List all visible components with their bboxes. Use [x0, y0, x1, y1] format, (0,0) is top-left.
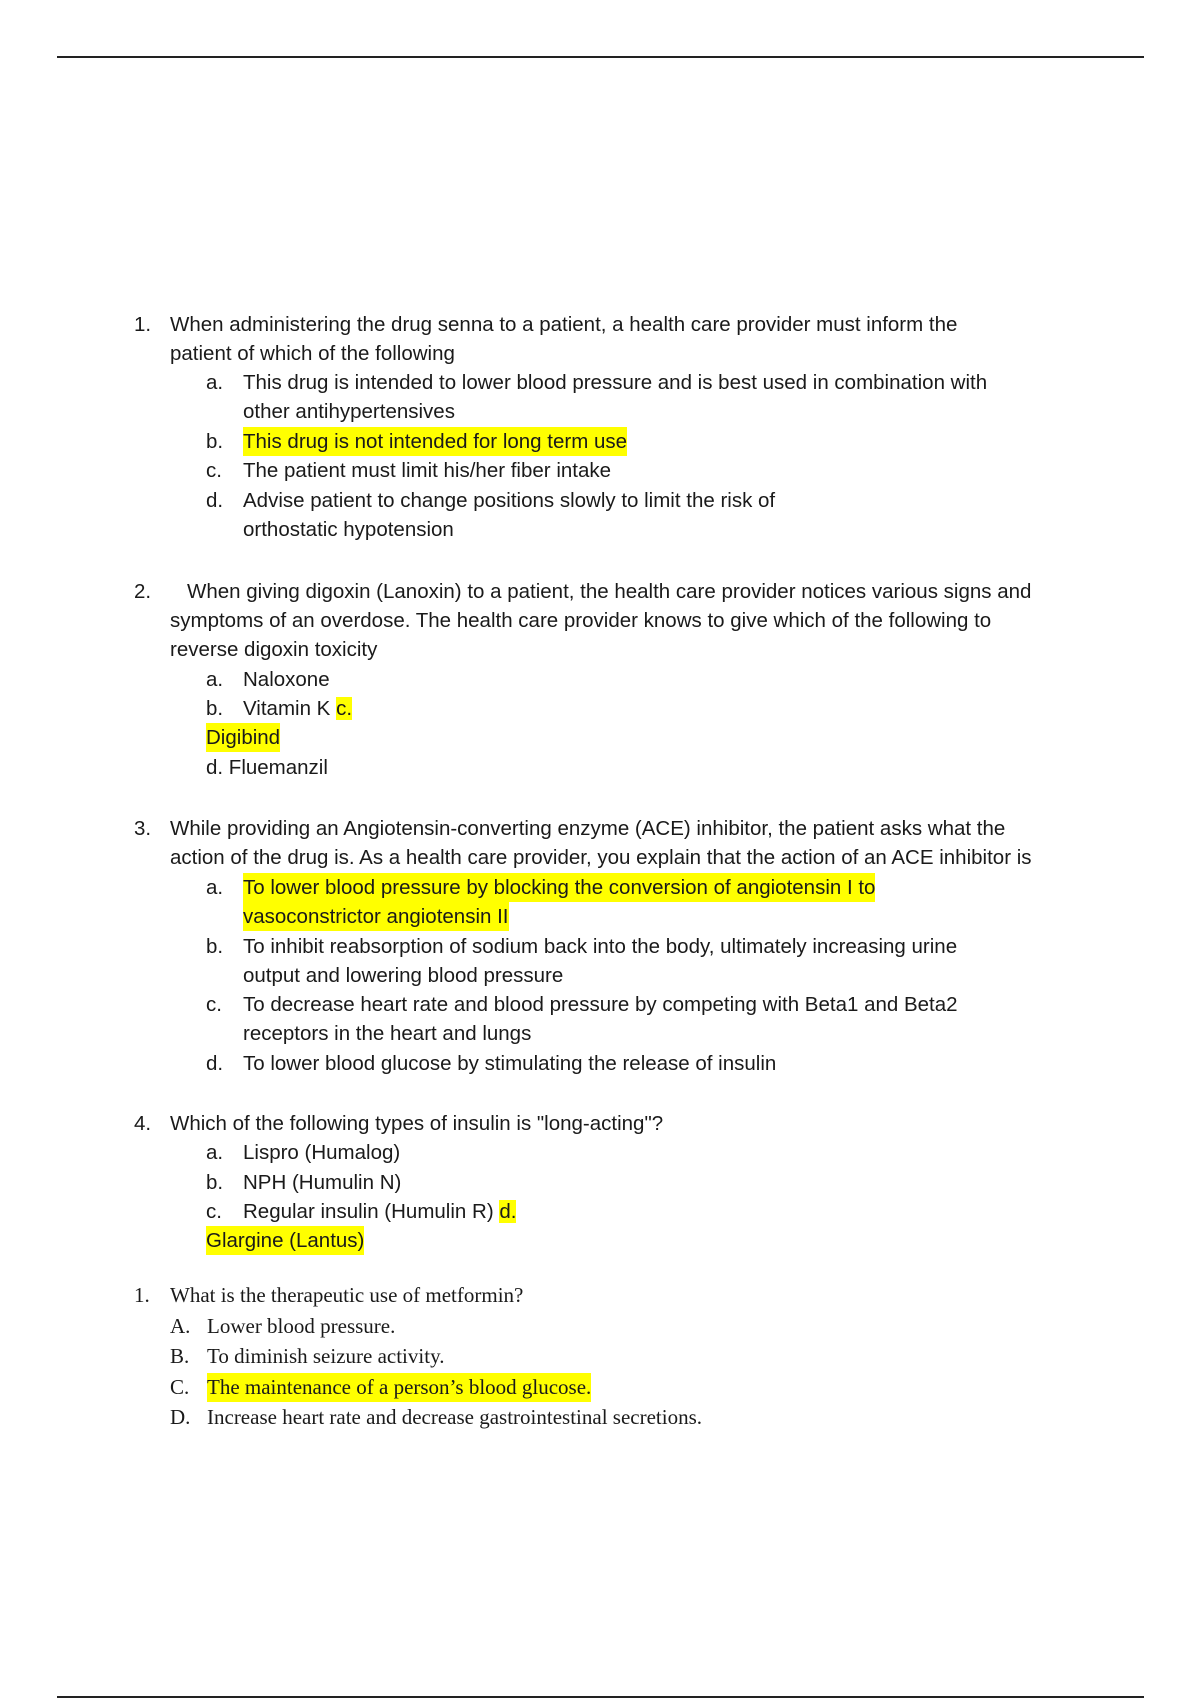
option-text-highlighted: Digibind — [206, 723, 280, 752]
option-text-line: To inhibit reabsorption of sodium back into the body, ultimately increasing urine — [243, 935, 958, 958]
option-text-line: d. Fluemanzil — [206, 756, 328, 779]
option-text-line — [243, 1197, 516, 1226]
option-text-line: To lower blood glucose by stimulating the release of insulin — [243, 1052, 777, 1075]
option-letter: c. — [206, 1200, 222, 1223]
option-letter: b. — [206, 697, 224, 720]
question-number: 1. — [134, 1283, 150, 1307]
question-text-line: What is the therapeutic use of metformin? — [170, 1283, 524, 1307]
option-letter: B. — [170, 1344, 190, 1368]
option-text: Regular insulin (Humulin R) — [243, 1200, 494, 1223]
option-letter: c. — [206, 993, 222, 1016]
question-text-line: While providing an Angiotensin-converting enzyme (ACE) inhibitor, the patient asks what the — [170, 817, 1006, 840]
option-letter: a. — [206, 876, 224, 899]
question-number: 1. — [134, 313, 152, 336]
option-letter: d. — [206, 489, 224, 512]
option-letter: a. — [206, 1141, 224, 1164]
option-text-line: other antihypertensives — [243, 400, 455, 423]
option-letter: a. — [206, 668, 224, 691]
option-text-line: This drug is intended to lower blood pressure and is best used in combination with — [243, 371, 988, 394]
question-text-line: reverse digoxin toxicity — [170, 638, 378, 661]
question-text-line: action of the drug is. As a health care provider, you explain that the action of an ACE inhibitor is — [170, 846, 1032, 869]
option-text-line: NPH (Humulin N) — [243, 1171, 402, 1194]
option-letter: C. — [170, 1375, 190, 1399]
option-text-line: To decrease heart rate and blood pressure by competing with Beta1 and Beta2 — [243, 993, 958, 1016]
question-text-line: symptoms of an overdose. The health care provider knows to give which of the following to — [170, 609, 992, 632]
trailing-highlight: c. — [336, 697, 353, 720]
option-letter: d. — [206, 1052, 224, 1075]
question-number: 4. — [134, 1112, 152, 1135]
option-text-line: receptors in the heart and lungs — [243, 1022, 532, 1045]
option-text-line: To diminish seizure activity. — [207, 1344, 445, 1368]
option-letter: b. — [206, 935, 224, 958]
trailing-highlight: d. — [499, 1200, 517, 1223]
option-text-highlighted: vasoconstrictor angiotensin II — [243, 902, 509, 931]
option-letter: b. — [206, 430, 224, 453]
option-text-highlighted: Glargine (Lantus) — [206, 1226, 364, 1255]
question-text-line: patient of which of the following — [170, 342, 455, 365]
question-text-line: When giving digoxin (Lanoxin) to a patient, the health care provider notices various signs and — [187, 580, 1032, 603]
option-text-line: Lower blood pressure. — [207, 1314, 396, 1338]
option-letter: A. — [170, 1314, 191, 1338]
option-text-line: The patient must limit his/her fiber intake — [243, 459, 612, 482]
option-text-line: Lispro (Humalog) — [243, 1141, 401, 1164]
option-text-highlighted: The maintenance of a person’s blood glucose. — [207, 1373, 591, 1402]
option-text-line: Increase heart rate and decrease gastrointestinal secretions. — [207, 1405, 702, 1429]
option-text-highlighted: This drug is not intended for long term use — [243, 427, 627, 456]
top-rule — [57, 56, 1144, 58]
bottom-rule — [57, 1696, 1144, 1698]
option-text-highlighted: To lower blood pressure by blocking the conversion of angiotensin I to — [243, 873, 875, 902]
option-text: Vitamin K — [243, 697, 331, 720]
option-text-line: Naloxone — [243, 668, 330, 691]
question-text-line: When administering the drug senna to a patient, a health care provider must inform the — [170, 313, 958, 336]
option-text-line: orthostatic hypotension — [243, 518, 454, 541]
option-text-line: Advise patient to change positions slowly to limit the risk of — [243, 489, 776, 512]
option-letter: D. — [170, 1405, 191, 1429]
question-number: 2. — [134, 580, 152, 603]
option-text-line: output and lowering blood pressure — [243, 964, 564, 987]
option-text-line — [243, 694, 352, 723]
question-text-line: Which of the following types of insulin is "long-acting"? — [170, 1112, 664, 1135]
question-number: 3. — [134, 817, 152, 840]
option-letter: c. — [206, 459, 222, 482]
option-letter: a. — [206, 371, 224, 394]
option-letter: b. — [206, 1171, 224, 1194]
